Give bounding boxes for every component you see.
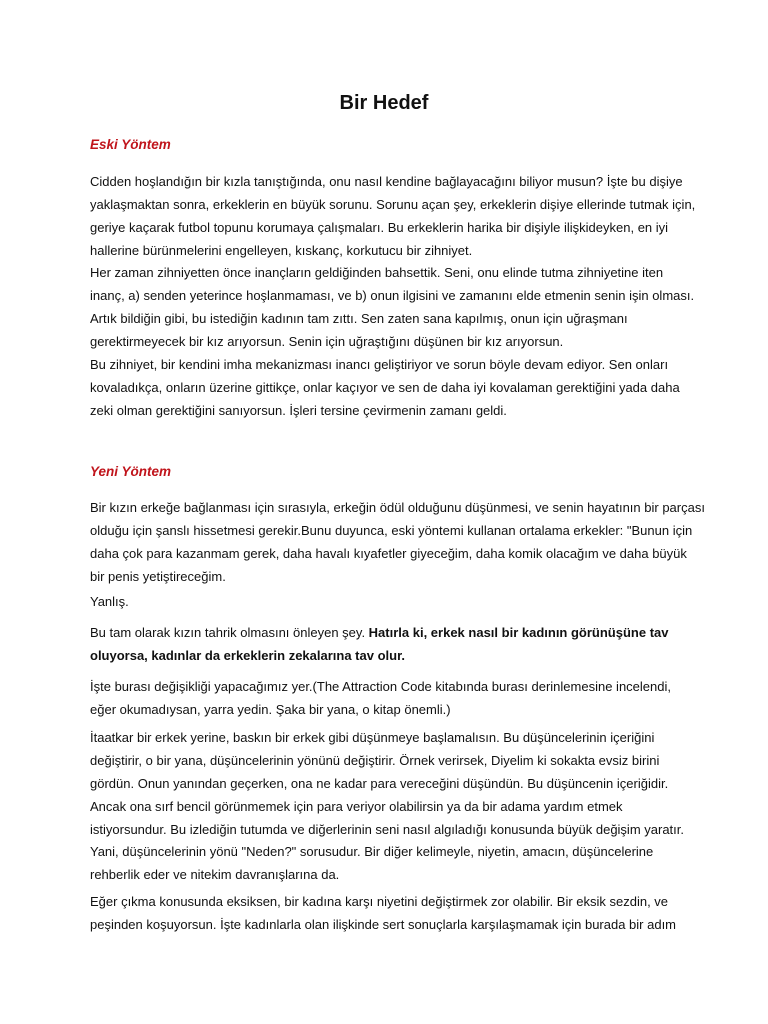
text-line: İşte burası değişikliği yapacağımız yer.(The Attraction Code kitabında burası derinlemesine incelendi, [90, 679, 671, 694]
paragraph [90, 353, 690, 422]
plain-text: Bu tam olarak kızın tahrik olmasını önleyen şey. [90, 625, 369, 640]
paragraph [90, 675, 690, 721]
text-line: Bu zihniyet, bir kendini imha mekanizması inancı geliştiriyor ve sorun böyle devam ediyor. Sen onları [90, 357, 669, 372]
text-line: Cidden hoşlandığın bir kızla tanıştığında, onu nasıl kendine bağlayacağını biliyor musun? İşte bu dişiye [90, 174, 683, 189]
document-title: Bir Hedef [339, 92, 429, 114]
paragraph [90, 590, 690, 613]
text-line [90, 644, 690, 667]
text-line: inanç, a) senden yeterince hoşlanmaması, ve b) onun ilgisini ve zamanını elde etmenin senin işin olması. [90, 288, 695, 303]
text-line [90, 621, 690, 644]
text-line: Ancak ona sırf bencil görünmemek için para veriyor olabilirsin ya da bir adama yardım etmek [90, 799, 623, 814]
text-line: peşinden koşuyorsun. İşte kadınlarla olan ilişkinde sert sonuçlarla karşılaşmamak için burada bir adım [90, 917, 677, 932]
text-line: Yani, düşüncelerinin yönü "Neden?" sorusudur. Bir diğer kelimeyle, niyetin, amacın, düşüncelerine [90, 844, 654, 859]
text-line: Yanlış. [90, 594, 129, 609]
text-line: hallerine bürünmelerini engelleyen, kıskanç, korkutucu bir zihniyet. [90, 243, 473, 258]
paragraph [90, 890, 690, 936]
text-line: kovaladıkça, onların üzerine gittikçe, onlar kaçıyor ve sen de daha iyi kovalaman gerektiğini yada daha [90, 380, 680, 395]
text-line: gördün. Onun yanından geçerken, ona ne kadar para vereceğini düşündün. Bu düşüncenin içeriğidir. [90, 776, 669, 791]
bold-text: oluyorsa, kadınlar da erkeklerin zekalarına tav olur. [90, 648, 406, 663]
text-line: istiyorsundur. Bu izlediğin tutumda ve diğerlerinin seni nasıl algıladığı konusunda büyük değişim yaratır. [90, 822, 685, 837]
paragraph [90, 840, 690, 886]
paragraph [90, 170, 696, 262]
text-line: geriye kaçarak futbol topunu korumaya çalışmaları. Bu erkeklerin harika bir dişiyle ilişkideyken, en iyi [90, 220, 669, 235]
text-line: İtaatkar bir erkek yerine, baskın bir erkek gibi düşünmeye başlamalısın. Bu düşüncelerinin içeriğini [90, 730, 655, 745]
text-line: zeki olman gerektiğini sanıyorsun. İşleri tersine çevirmenin zamanı geldi. [90, 403, 507, 418]
paragraph [90, 726, 690, 841]
text-line: Bir kızın erkeğe bağlanması için sırasıyla, erkeğin ödül olduğunu düşünmesi, ve senin hayatının bir parçası [90, 500, 705, 515]
paragraph [90, 261, 695, 353]
text-line: daha çok para kazanmam gerek, daha havalı kıyafetler giyeceğim, daha komik olacağım ve daha büyük [90, 546, 687, 561]
text-line: Artık bildiğin gibi, bu istediğin kadının tam zıttı. Sen zaten sana kapılmış, onun için uğraşmanı [90, 311, 628, 326]
section-heading-eski-yontem: Eski Yöntem [90, 137, 171, 152]
text-line: rehberlik eder ve nitekim davranışlarına da. [90, 867, 340, 882]
bold-text: Hatırla ki, erkek nasıl bir kadının görünüşüne tav [368, 625, 669, 640]
paragraph [90, 496, 705, 588]
text-line: olduğu için şanslı hissetmesi gerekir.Bunu duyunca, eski yöntemi kullanan ortalama erkekler: "Bunun için [90, 523, 693, 538]
text-line: Eğer çıkma konusunda eksiksen, bir kadına karşı niyetini değiştirmek zor olabilir. Bir eksik sezdin, ve [90, 894, 669, 909]
section-heading-yeni-yontem: Yeni Yöntem [90, 464, 172, 479]
paragraph [90, 621, 690, 667]
text-line: Her zaman zihniyetten önce inançların geldiğinden bahsettik. Seni, onu elinde tutma zihniyetine iten [90, 265, 664, 280]
text-line: eğer okumadıysan, yarra yedin. Şaka bir yana, o kitap önemli.) [90, 702, 451, 717]
text-line: bir penis yetiştireceğim. [90, 569, 226, 584]
text-line: değiştirir, o bir yana, düşüncelerinin yönünü değiştirir. Örnek verirsek, Diyelim ki sokakta evsiz birini [90, 753, 660, 768]
text-line: yaklaşmaktan sonra, erkeklerin en büyük sorunu. Sorunu açan şey, erkeklerin dişiye ellerinde tutmak için, [90, 197, 696, 212]
text-line: gerektirmeyecek bir kız arıyorsun. Senin için uğraştığını düşünen bir kız arıyorsun. [90, 334, 564, 349]
